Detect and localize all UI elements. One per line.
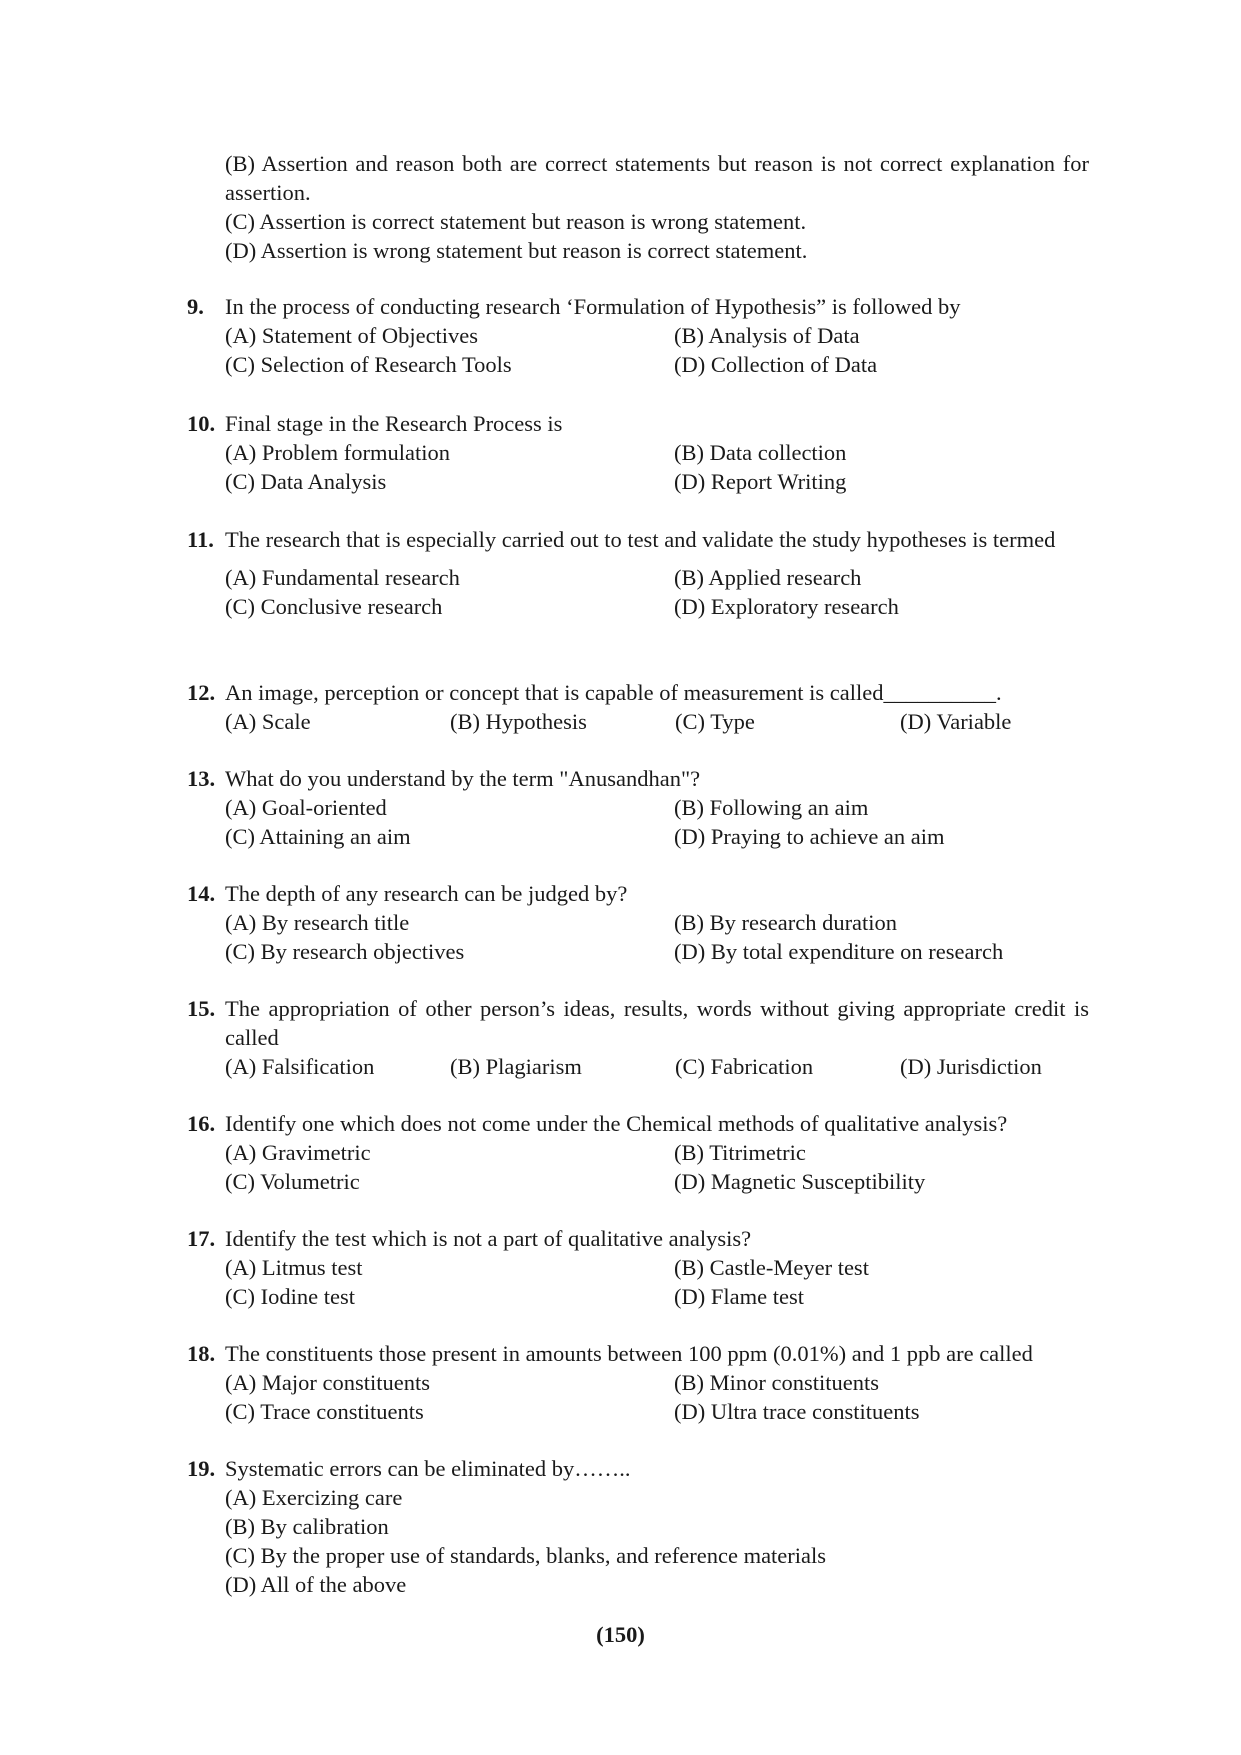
option-a[interactable]: (A) Goal-oriented — [225, 795, 387, 820]
option-d[interactable]: (D) Collection of Data — [674, 352, 878, 377]
question-number: 15. — [187, 996, 216, 1021]
option-c[interactable]: (C) Iodine test — [225, 1284, 355, 1309]
question-text: The constituents those present in amounts between 100 ppm (0.01%) and 1 ppb are called — [225, 1341, 1033, 1366]
options — [225, 707, 1089, 736]
question-number: 16. — [187, 1111, 216, 1136]
option-a[interactable]: (A) By research title — [225, 910, 410, 935]
options — [225, 908, 1089, 966]
option-d[interactable]: (D) By total expenditure on research — [674, 939, 1004, 964]
question-17 — [187, 1224, 1089, 1311]
option-c[interactable]: (C) Trace constituents — [225, 1399, 424, 1424]
option-d[interactable]: (D) Jurisdiction — [900, 1054, 1042, 1079]
question-text: The depth of any research can be judged by? — [225, 881, 628, 906]
option-a[interactable]: (A) Fundamental research — [225, 565, 460, 590]
option-b[interactable]: (B) Applied research — [674, 565, 862, 590]
option-c[interactable]: (C) By the proper use of standards, blanks, and reference materials — [225, 1543, 827, 1568]
option-b[interactable]: (B) Following an aim — [674, 795, 869, 820]
question-9 — [187, 292, 1089, 379]
question-text: Systematic errors can be eliminated by…….. — [225, 1456, 631, 1481]
option-d[interactable]: (D) Variable — [900, 709, 1012, 734]
question-11 — [187, 525, 1089, 621]
option-b[interactable]: (B) Castle-Meyer test — [674, 1255, 869, 1280]
question-12 — [187, 678, 1089, 736]
option-d[interactable]: (D) Exploratory research — [674, 594, 899, 619]
option-d-continued: (D) Assertion is wrong statement but reason is correct statement. — [225, 238, 808, 263]
question-number: 13. — [187, 766, 216, 791]
question-text: What do you understand by the term "Anusandhan"? — [225, 766, 701, 791]
option-b[interactable]: (B) Titrimetric — [674, 1140, 806, 1165]
page-number: (150) — [596, 1622, 645, 1647]
options — [225, 1052, 1089, 1081]
question-number: 17. — [187, 1226, 216, 1251]
question-number: 9. — [187, 294, 204, 319]
question-text: The appropriation of other person’s ideas, results, words without giving appropriate credit is called — [225, 996, 1089, 1050]
option-c[interactable]: (C) Type — [675, 709, 755, 734]
option-d[interactable]: (D) Ultra trace constituents — [674, 1399, 920, 1424]
options — [225, 563, 1089, 621]
question-text: Identify one which does not come under the Chemical methods of qualitative analysis? — [225, 1111, 1008, 1136]
options — [225, 1253, 1089, 1311]
option-d[interactable]: (D) All of the above — [225, 1572, 407, 1597]
option-c[interactable]: (C) Fabrication — [675, 1054, 814, 1079]
question-text: In the process of conducting research ‘Formulation of Hypothesis” is followed by — [225, 294, 961, 319]
option-c[interactable]: (C) Attaining an aim — [225, 824, 411, 849]
question-number: 18. — [187, 1341, 216, 1366]
option-c[interactable]: (C) By research objectives — [225, 939, 465, 964]
option-c[interactable]: (C) Data Analysis — [225, 469, 387, 494]
question-number: 12. — [187, 680, 216, 705]
option-a[interactable]: (A) Litmus test — [225, 1255, 363, 1280]
options — [225, 793, 1089, 851]
option-c-continued: (C) Assertion is correct statement but reason is wrong statement. — [225, 209, 807, 234]
option-c[interactable]: (C) Selection of Research Tools — [225, 352, 512, 377]
question-13 — [187, 764, 1089, 851]
option-c[interactable]: (C) Conclusive research — [225, 594, 443, 619]
option-d[interactable]: (D) Flame test — [674, 1284, 804, 1309]
option-b-continued: (B) Assertion and reason both are correct statements but reason is not correct explanation for assertion. — [225, 151, 1089, 205]
option-a[interactable]: (A) Problem formulation — [225, 440, 450, 465]
option-b[interactable]: (B) By calibration — [225, 1514, 389, 1539]
option-a[interactable]: (A) Exercizing care — [225, 1485, 403, 1510]
question-15 — [187, 994, 1089, 1081]
options — [225, 321, 1089, 379]
option-d[interactable]: (D) Magnetic Susceptibility — [674, 1169, 926, 1194]
question-text: The research that is especially carried out to test and validate the study hypotheses is termed — [225, 527, 1056, 552]
question-14 — [187, 879, 1089, 966]
option-b[interactable]: (B) Data collection — [674, 440, 847, 465]
option-d[interactable]: (D) Praying to achieve an aim — [674, 824, 945, 849]
option-a[interactable]: (A) Major constituents — [225, 1370, 430, 1395]
option-a[interactable]: (A) Falsification — [225, 1054, 375, 1079]
options — [225, 1483, 1089, 1599]
question-16 — [187, 1109, 1089, 1196]
option-a[interactable]: (A) Gravimetric — [225, 1140, 371, 1165]
option-d[interactable]: (D) Report Writing — [674, 469, 847, 494]
question-text: Final stage in the Research Process is — [225, 411, 563, 436]
question-18 — [187, 1339, 1089, 1426]
options — [225, 1368, 1089, 1426]
question-19 — [187, 1454, 1089, 1599]
question-number: 10. — [187, 411, 216, 436]
question-text: An image, perception or concept that is capable of measurement is called__________. — [225, 680, 1002, 705]
option-c[interactable]: (C) Volumetric — [225, 1169, 360, 1194]
question-10 — [187, 409, 1089, 496]
question-number: 14. — [187, 881, 216, 906]
option-b[interactable]: (B) Hypothesis — [450, 709, 587, 734]
options — [225, 438, 1089, 496]
option-b[interactable]: (B) Analysis of Data — [674, 323, 860, 348]
question-text: Identify the test which is not a part of qualitative analysis? — [225, 1226, 752, 1251]
option-a[interactable]: (A) Statement of Objectives — [225, 323, 479, 348]
option-b[interactable]: (B) By research duration — [674, 910, 898, 935]
question-number: 11. — [187, 527, 214, 552]
options — [225, 1138, 1089, 1196]
option-b[interactable]: (B) Plagiarism — [450, 1054, 582, 1079]
continuation-options — [225, 149, 1089, 265]
option-b[interactable]: (B) Minor constituents — [674, 1370, 879, 1395]
option-a[interactable]: (A) Scale — [225, 709, 311, 734]
question-number: 19. — [187, 1456, 216, 1481]
